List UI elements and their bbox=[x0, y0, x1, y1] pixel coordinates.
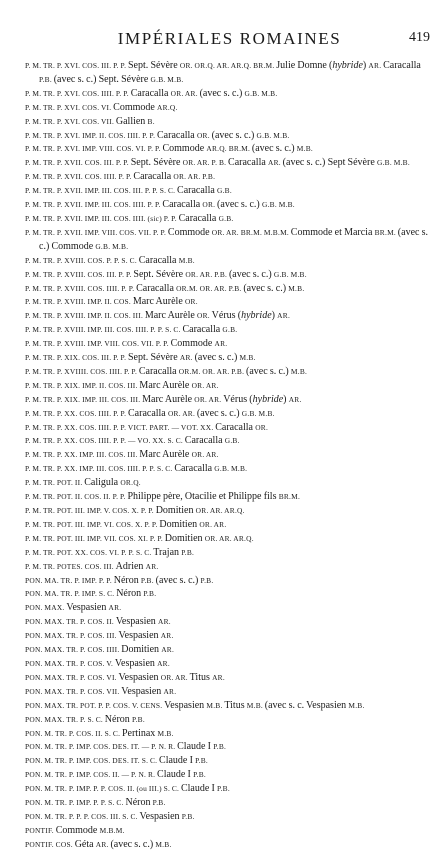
emperor-text: Marc Aurèle bbox=[139, 379, 192, 391]
legend-text: OR. AR. bbox=[170, 88, 200, 98]
legend-text: P. M. TR. P. XVI. IMP. VIII. COS. VI. P. P. bbox=[25, 144, 163, 154]
legend-entry bbox=[25, 156, 434, 170]
legend-text: G.B. M.B. bbox=[376, 158, 410, 168]
legend-text: P. M. TR. P. XVIII. IMP. VIII. COS. VII. P. P. bbox=[25, 339, 171, 349]
legend-entry bbox=[25, 254, 434, 268]
legend-entry bbox=[25, 685, 434, 699]
legend-text: AR. bbox=[161, 645, 175, 655]
legend-entry bbox=[25, 351, 434, 365]
legend-entry bbox=[25, 129, 434, 143]
legend-text: PON. M. TR. P. IMP. COS. II. — P. N. R. bbox=[25, 770, 158, 780]
emperor-text: Caracalla bbox=[383, 60, 421, 71]
legend-text: AR. bbox=[108, 603, 122, 613]
emperor-text: Gallien bbox=[115, 115, 148, 127]
legend-text: P. M. TR. P. XVII. COS. IIII. P. P. bbox=[25, 172, 134, 182]
emperor-text: Caracalla bbox=[130, 87, 171, 99]
legend-text: PONTIF. bbox=[25, 825, 56, 835]
legend-text: M.B. bbox=[155, 839, 172, 849]
legend-text: AR. bbox=[160, 631, 174, 641]
emperor-text: Caracalla bbox=[174, 463, 215, 475]
legend-text: OR. bbox=[255, 422, 269, 432]
page-title: IMPÉRIALES ROMAINES bbox=[117, 29, 342, 48]
legend-text: M.B. bbox=[239, 353, 256, 363]
legend-text: AR. bbox=[179, 353, 195, 363]
legend-text: M.B. bbox=[178, 255, 195, 265]
emperor-text: Pertinax bbox=[121, 727, 158, 739]
legend-entry bbox=[25, 184, 434, 198]
legend-text: M.B. bbox=[296, 144, 313, 154]
legend-text: P. M. TR. P. XIX. IMP. II. COS. III. bbox=[25, 380, 140, 390]
legend-text: G.B. bbox=[224, 436, 240, 446]
legend-text: AR. bbox=[277, 311, 291, 321]
legend-text: P. M. TR. P. XVII. IMP. III. COS. IIII. (sic) P. P. bbox=[25, 213, 179, 223]
emperor-text: Vespasien bbox=[115, 616, 159, 628]
legend-entry bbox=[25, 142, 434, 156]
legend-text: G.B. M.B. bbox=[244, 88, 278, 98]
legend-text: OR. AR. AR.Q. bbox=[195, 506, 245, 515]
emperor-text: Trajan bbox=[153, 546, 182, 558]
legend-entry bbox=[25, 309, 434, 323]
legend-entry bbox=[25, 198, 434, 212]
emperor-text: Titus bbox=[224, 699, 247, 711]
legend-entry bbox=[25, 59, 434, 87]
emperor-text: ) bbox=[271, 310, 278, 322]
legend-entry bbox=[25, 490, 434, 504]
legend-text: PON. MAX. TR. POT. P. P. COS. V. CENS. bbox=[25, 700, 165, 710]
legend-text: P.B. bbox=[217, 784, 230, 794]
legend-text: AR. bbox=[95, 839, 111, 849]
emperor-text: Marc Aurèle bbox=[139, 449, 192, 461]
legend-text: PON. MAX. TR. P. COS. VII. bbox=[25, 686, 122, 696]
emperor-text: Commode bbox=[55, 824, 100, 836]
legend-entry bbox=[25, 782, 434, 796]
legend-text: P.B. bbox=[143, 589, 157, 599]
legend-text: M.B. bbox=[288, 283, 305, 293]
legend-text: AR. bbox=[145, 561, 159, 571]
legend-text: G.B. M.B. bbox=[241, 408, 275, 418]
legend-text: P. M. TR. P. XVII. COS. III. P. P. bbox=[25, 158, 131, 168]
legend-text: PON. M. TR. P. IMP. P. P. COS. II. (ou III.) S. C. bbox=[25, 784, 181, 794]
legend-text: OR. bbox=[197, 311, 212, 321]
emperor-text: Vespasien bbox=[118, 630, 161, 642]
emperor-text: (avec s. c.) bbox=[217, 199, 262, 211]
legend-text: PON. MAX. TR. P. COS. II. bbox=[25, 617, 116, 627]
coin-legend-list bbox=[25, 59, 434, 852]
emperor-text: (avec s. c.) bbox=[110, 838, 156, 850]
legend-text: M.B. bbox=[290, 366, 308, 376]
legend-text: P. M. TR. POT. III. IMP. V. COS. X. P. P. bbox=[25, 506, 156, 515]
legend-text: M.B. bbox=[348, 700, 365, 710]
legend-text: P. M. TR. P. XVIIII. COS. IIII. P. P. bbox=[25, 366, 139, 376]
emperor-text: Caligula bbox=[84, 477, 121, 489]
legend-text: P. M. TR. P. XX. COS. IIII. P. P. — VO. XX. S. C. bbox=[25, 436, 185, 446]
emperor-text: Domitien bbox=[159, 518, 200, 530]
legend-entry bbox=[25, 462, 434, 476]
legend-entry bbox=[25, 601, 434, 615]
legend-text: P.B. bbox=[213, 742, 227, 752]
emperor-text: Vespasien bbox=[66, 602, 109, 614]
italic-note: hybride bbox=[252, 393, 284, 405]
emperor-text: (avec s. c. Vespasien bbox=[264, 699, 349, 711]
legend-text: BR.M. bbox=[278, 492, 301, 502]
emperor-text: Caracalla bbox=[182, 324, 223, 336]
emperor-text: Claude I bbox=[157, 769, 194, 781]
emperor-text: (avec s. c.) bbox=[196, 407, 242, 419]
legend-text: P. M. TR. P. XVIII. COS. IIII. P. P. bbox=[25, 283, 137, 293]
emperor-text: Caracalla bbox=[184, 435, 225, 447]
emperor-text: Caracalla bbox=[133, 171, 174, 183]
emperor-text: Caracalla bbox=[138, 254, 179, 266]
legend-text: P. M. TR. POTES. COS. III. bbox=[25, 561, 116, 571]
legend-text: OR. AR. bbox=[191, 380, 219, 390]
legend-entry bbox=[25, 365, 434, 379]
legend-entry bbox=[25, 560, 434, 574]
legend-text: P. M. TR. POT. II. COS. II. P. P. bbox=[25, 492, 128, 502]
legend-entry bbox=[25, 115, 434, 129]
emperor-text: Julie Domne ( bbox=[276, 60, 333, 71]
emperor-text: Domitien bbox=[155, 505, 196, 516]
legend-text: P. M. TR. P. XVI. COS. IIII. P. P. bbox=[25, 88, 131, 98]
emperor-text: Titus bbox=[189, 671, 213, 683]
legend-text: OR. AR. bbox=[199, 519, 227, 529]
emperor-text: Vespasien bbox=[121, 685, 164, 697]
legend-text: AR. bbox=[212, 672, 225, 682]
legend-entry bbox=[25, 379, 434, 393]
page-number: 419 bbox=[409, 30, 430, 45]
legend-text: P. M. TR. P. XX. IMP. III. COS. IIII. P. P. S. C. bbox=[25, 464, 175, 474]
legend-entry bbox=[25, 796, 434, 810]
legend-entry bbox=[25, 824, 434, 838]
legend-text: P. M. TR. P. XX. COS. IIII. P. P. bbox=[25, 408, 128, 418]
legend-text: AR. bbox=[214, 339, 228, 349]
legend-text: OR. AR. AR.Q. bbox=[204, 533, 254, 543]
legend-text: PON. MA. TR. P. IMP. S. C. bbox=[25, 589, 117, 599]
legend-text: PON. M. TR. P. IMP. COS. DES. IT. — P. N. R. bbox=[25, 742, 178, 752]
emperor-text: Adrien bbox=[115, 560, 146, 572]
legend-text: OR. OR.Q. AR. AR.Q. BR.M. bbox=[179, 61, 277, 70]
legend-entry bbox=[25, 838, 434, 852]
legend-entry bbox=[25, 393, 434, 407]
legend-text: P. M. TR. P. XVI. COS. VI. bbox=[25, 102, 114, 112]
emperor-text: Vérus ( bbox=[223, 393, 253, 405]
legend-text: G.B. M.B. bbox=[150, 74, 184, 84]
legend-text: M.B.M. bbox=[99, 825, 125, 835]
emperor-text: ) bbox=[362, 60, 369, 71]
legend-text: PON. M. TR. P. IMP. COS. DES. IT. S. C. bbox=[25, 756, 160, 766]
emperor-text: Géta bbox=[74, 838, 96, 850]
legend-text: P. M. TR. POT. III. IMP. VI. COS. X. P. P. bbox=[25, 519, 160, 529]
legend-text: M.B. bbox=[206, 700, 225, 710]
legend-text: PON. MA. TR. P. IMP. P. P. bbox=[25, 575, 114, 585]
legend-text: AR. bbox=[163, 686, 177, 696]
legend-text: G.B. bbox=[218, 213, 234, 223]
legend-text: OR. bbox=[184, 297, 198, 307]
legend-text: PON. MAX. TR. P. COS. III. bbox=[25, 631, 119, 641]
legend-text: PON. M. TR. P. P. P. COS. III. S. C. bbox=[25, 811, 140, 821]
emperor-text: Sept. Sévère bbox=[133, 268, 186, 280]
legend-text: OR.Q. bbox=[120, 478, 141, 488]
emperor-text: Caracalla bbox=[178, 212, 219, 224]
emperor-text: Néron bbox=[113, 574, 141, 586]
legend-text: P. M. TR. P. XVIII. IMP. II. COS. III. bbox=[25, 311, 145, 321]
legend-text: P. M. TR. P. XVI. COS. VII. bbox=[25, 116, 116, 126]
emperor-text: Caracalla bbox=[177, 185, 217, 197]
legend-entry bbox=[25, 212, 434, 226]
legend-text: AR. bbox=[158, 617, 171, 627]
legend-text: OR. bbox=[202, 200, 218, 210]
emperor-text: Commode bbox=[162, 143, 207, 155]
legend-entry bbox=[25, 574, 434, 588]
legend-text: P. M. TR. P. XVI. IMP. II. COS. IIII. P. P. bbox=[25, 130, 157, 140]
emperor-text: Vespasien bbox=[139, 810, 182, 822]
legend-text: B. bbox=[147, 116, 155, 126]
legend-entry bbox=[25, 629, 434, 643]
emperor-text: (avec s. c.) bbox=[211, 129, 257, 141]
legend-text: OR.M. OR. AR. P.B. bbox=[176, 283, 244, 293]
legend-entry bbox=[25, 810, 434, 824]
emperor-text: Vespasien bbox=[164, 699, 207, 711]
legend-text: M.B. bbox=[246, 700, 265, 710]
legend-text: P.B. bbox=[152, 798, 166, 808]
legend-text: OR.M. OR. AR. P.B. bbox=[178, 366, 247, 376]
emperor-text: (avec s. c.) bbox=[194, 352, 240, 364]
legend-text: P.B. bbox=[195, 756, 209, 766]
legend-entry bbox=[25, 337, 434, 351]
legend-text: OR. AR. P.B. bbox=[173, 172, 216, 182]
legend-text: P.B. bbox=[39, 74, 54, 84]
emperor-text: Caracalla bbox=[162, 199, 203, 211]
legend-entry bbox=[25, 754, 434, 768]
legend-text: P. M. TR. P. XVIII. IMP. III. COS. IIII. P. P. S. C. bbox=[25, 325, 183, 335]
emperor-text: Caracalla bbox=[157, 129, 197, 141]
legend-text: P.B. bbox=[181, 547, 195, 557]
legend-text: AR. bbox=[288, 394, 302, 404]
emperor-text: Caracalla bbox=[136, 282, 177, 294]
legend-entry bbox=[25, 727, 434, 741]
legend-text: PONTIF. COS. bbox=[25, 839, 75, 849]
legend-text: P. M. TR. P. XVII. IMP. III. COS. III. P. P. S. C. bbox=[25, 186, 178, 196]
legend-text: OR. AR. bbox=[167, 408, 197, 418]
emperor-text: Domitien bbox=[164, 532, 205, 544]
legend-text: PON. MAX. TR. P. COS. VI. bbox=[25, 672, 119, 682]
legend-text: G.B. M.B. bbox=[261, 200, 295, 210]
emperor-text: Vespasien bbox=[114, 657, 158, 669]
legend-text: PON. MAX. bbox=[25, 603, 67, 613]
legend-text: OR. AR. bbox=[191, 450, 219, 460]
legend-text: AR. bbox=[268, 158, 283, 168]
legend-text: OR. AR. P. B. bbox=[182, 158, 229, 168]
legend-entry bbox=[25, 518, 434, 532]
legend-text: AR. bbox=[368, 61, 384, 70]
legend-entry bbox=[25, 268, 434, 282]
emperor-text: (avec s. c.) bbox=[243, 282, 289, 294]
emperor-text: (avec s. c.) Commode bbox=[39, 226, 429, 252]
emperor-text: ) bbox=[283, 393, 289, 405]
emperor-text: Commode bbox=[170, 338, 215, 350]
legend-entry bbox=[25, 323, 434, 337]
legend-text: OR. AR. bbox=[160, 672, 190, 682]
legend-text: BR.M. bbox=[374, 227, 398, 237]
legend-text: P. M. TR. P. XVIII. COS. III. P. P. bbox=[25, 269, 134, 279]
legend-entry bbox=[25, 643, 434, 657]
legend-entry bbox=[25, 170, 434, 184]
legend-text: P.B. bbox=[200, 575, 214, 585]
legend-entry bbox=[25, 434, 434, 448]
legend-text: P. M. TR. P. XX. COS. IIII. P. P. VICT. PART. — VOT. XX. bbox=[25, 422, 216, 432]
legend-entry bbox=[25, 87, 434, 101]
legend-text: OR. bbox=[196, 130, 212, 140]
emperor-text: Claude I bbox=[159, 755, 196, 767]
legend-entry bbox=[25, 295, 434, 309]
italic-note: hybride bbox=[332, 60, 363, 71]
emperor-text: Caracalla bbox=[138, 365, 179, 377]
legend-entry bbox=[25, 671, 434, 685]
legend-entry bbox=[25, 532, 434, 546]
legend-entry bbox=[25, 587, 434, 601]
legend-text: P. M. TR. P. XIX. COS. III. P. P. bbox=[25, 353, 128, 363]
legend-text: AR.Q. BR.M. bbox=[206, 144, 252, 154]
legend-entry bbox=[25, 226, 434, 254]
emperor-text: Domitien bbox=[121, 644, 162, 656]
emperor-text: (avec s. c.) bbox=[251, 143, 297, 155]
legend-text: G.B. M.B. bbox=[214, 464, 248, 474]
legend-text: AR.Q. bbox=[157, 102, 178, 112]
legend-text: P. M. TR. POT. II. bbox=[25, 478, 85, 488]
emperor-text: Claude I bbox=[180, 783, 217, 795]
emperor-text: Caracalla bbox=[215, 421, 256, 433]
emperor-text: Vérus ( bbox=[211, 310, 242, 322]
emperor-text: Commode et Marcia bbox=[290, 226, 375, 238]
legend-text: PON. MAX. TR. P. COS. IIII. bbox=[25, 645, 122, 655]
emperor-text: Néron bbox=[104, 713, 132, 725]
legend-text: P.B. bbox=[193, 770, 207, 780]
emperor-text: Marc Aurèle bbox=[142, 393, 195, 405]
legend-text: G.B. M.B. bbox=[256, 130, 290, 140]
legend-text: G.B. bbox=[217, 186, 232, 196]
emperor-text: Sept. Sévère bbox=[130, 157, 183, 169]
legend-entry bbox=[25, 657, 434, 671]
emperor-text: Néron bbox=[125, 797, 153, 809]
legend-text: P.B. bbox=[132, 714, 145, 724]
emperor-text: Philippe père, Otacilie et Philippe fils bbox=[127, 491, 279, 503]
legend-text: AR. bbox=[157, 658, 170, 668]
legend-text: P. M. TR. P. XVI. COS. III. P. P. bbox=[25, 61, 128, 70]
emperor-text: (avec s. c.) bbox=[199, 87, 245, 99]
legend-entry bbox=[25, 713, 434, 727]
legend-text: P. M. TR. P. XIX. IMP. III. COS. III. bbox=[25, 394, 143, 404]
legend-entry bbox=[25, 448, 434, 462]
legend-text: OR. AR. bbox=[194, 394, 224, 404]
emperor-text: Marc Aurèle bbox=[144, 310, 197, 322]
emperor-text: Sept. Sévère bbox=[128, 60, 180, 71]
italic-note: hybride bbox=[241, 310, 272, 322]
legend-text: PON. MAX. TR. P. S. C. bbox=[25, 714, 105, 724]
legend-text: PON. MAX. TR. P. COS. V. bbox=[25, 658, 115, 668]
legend-text: P.B. bbox=[181, 811, 195, 821]
emperor-text: Néron bbox=[116, 588, 144, 600]
emperor-text: Claude I bbox=[177, 741, 214, 753]
legend-text: P. M. TR. P. XVIII. IMP. II. COS. bbox=[25, 297, 133, 307]
legend-text: OR. AR. BR.M. M.B.M. bbox=[211, 227, 291, 237]
legend-entry bbox=[25, 476, 434, 490]
emperor-text: Commode bbox=[167, 226, 212, 238]
legend-text: P. M. TR. POT. XX. COS. VI. P. P. S. C. bbox=[25, 547, 154, 557]
legend-entry bbox=[25, 504, 434, 518]
legend-text: P.B. bbox=[140, 575, 156, 585]
legend-entry bbox=[25, 282, 434, 296]
legend-text: PON. M. TR. P. COS. II. S. C. bbox=[25, 728, 122, 738]
emperor-text: Caracalla bbox=[228, 157, 268, 169]
emperor-text: Vespasien bbox=[118, 671, 161, 683]
emperor-text: (avec s. c.) bbox=[155, 574, 201, 586]
legend-text: M.B. bbox=[157, 728, 174, 738]
emperor-text: (avec s. c.) Sept. Sévère bbox=[53, 73, 151, 85]
legend-text: P. M. TR. P. XX. IMP. III. COS. III. bbox=[25, 450, 140, 460]
legend-text: G.B. M.B. bbox=[95, 241, 129, 251]
legend-entry bbox=[25, 768, 434, 782]
emperor-text: (avec s. c.) bbox=[246, 365, 291, 377]
emperor-text: (avec s. c.) bbox=[228, 268, 274, 280]
legend-entry bbox=[25, 101, 434, 115]
legend-entry bbox=[25, 740, 434, 754]
emperor-text: Caracalla bbox=[128, 407, 168, 419]
legend-text: P. M. TR. P. XVII. IMP. VIII. COS. VII. P. P. bbox=[25, 227, 168, 237]
legend-text: P. M. TR. P. XVII. IMP. III. COS. IIII. P. P. bbox=[25, 200, 163, 210]
legend-entry bbox=[25, 407, 434, 421]
legend-text: G.B. M.B. bbox=[273, 269, 307, 279]
emperor-text: Marc Aurèle bbox=[132, 296, 185, 308]
legend-text: P. M. TR. POT. III. IMP. VII. COS. XI. P. P. bbox=[25, 533, 165, 543]
emperor-text: Sept. Sévère bbox=[128, 352, 180, 364]
emperor-text: (avec s. c.) Sept Sévère bbox=[282, 157, 377, 169]
emperor-text: Commode bbox=[113, 101, 158, 113]
legend-entry bbox=[25, 615, 434, 629]
legend-text: OR. AR. P.B. bbox=[185, 269, 229, 279]
legend-entry bbox=[25, 699, 434, 713]
page-header bbox=[25, 0, 434, 50]
legend-text: PON. M. TR. P. IMP. P. P. S. C. bbox=[25, 798, 126, 808]
legend-entry bbox=[25, 421, 434, 435]
legend-entry bbox=[25, 546, 434, 560]
legend-text: P. M. TR. P. XVIII. COS. P. P. S. C. bbox=[25, 255, 139, 265]
legend-text: G.B. bbox=[222, 325, 238, 335]
